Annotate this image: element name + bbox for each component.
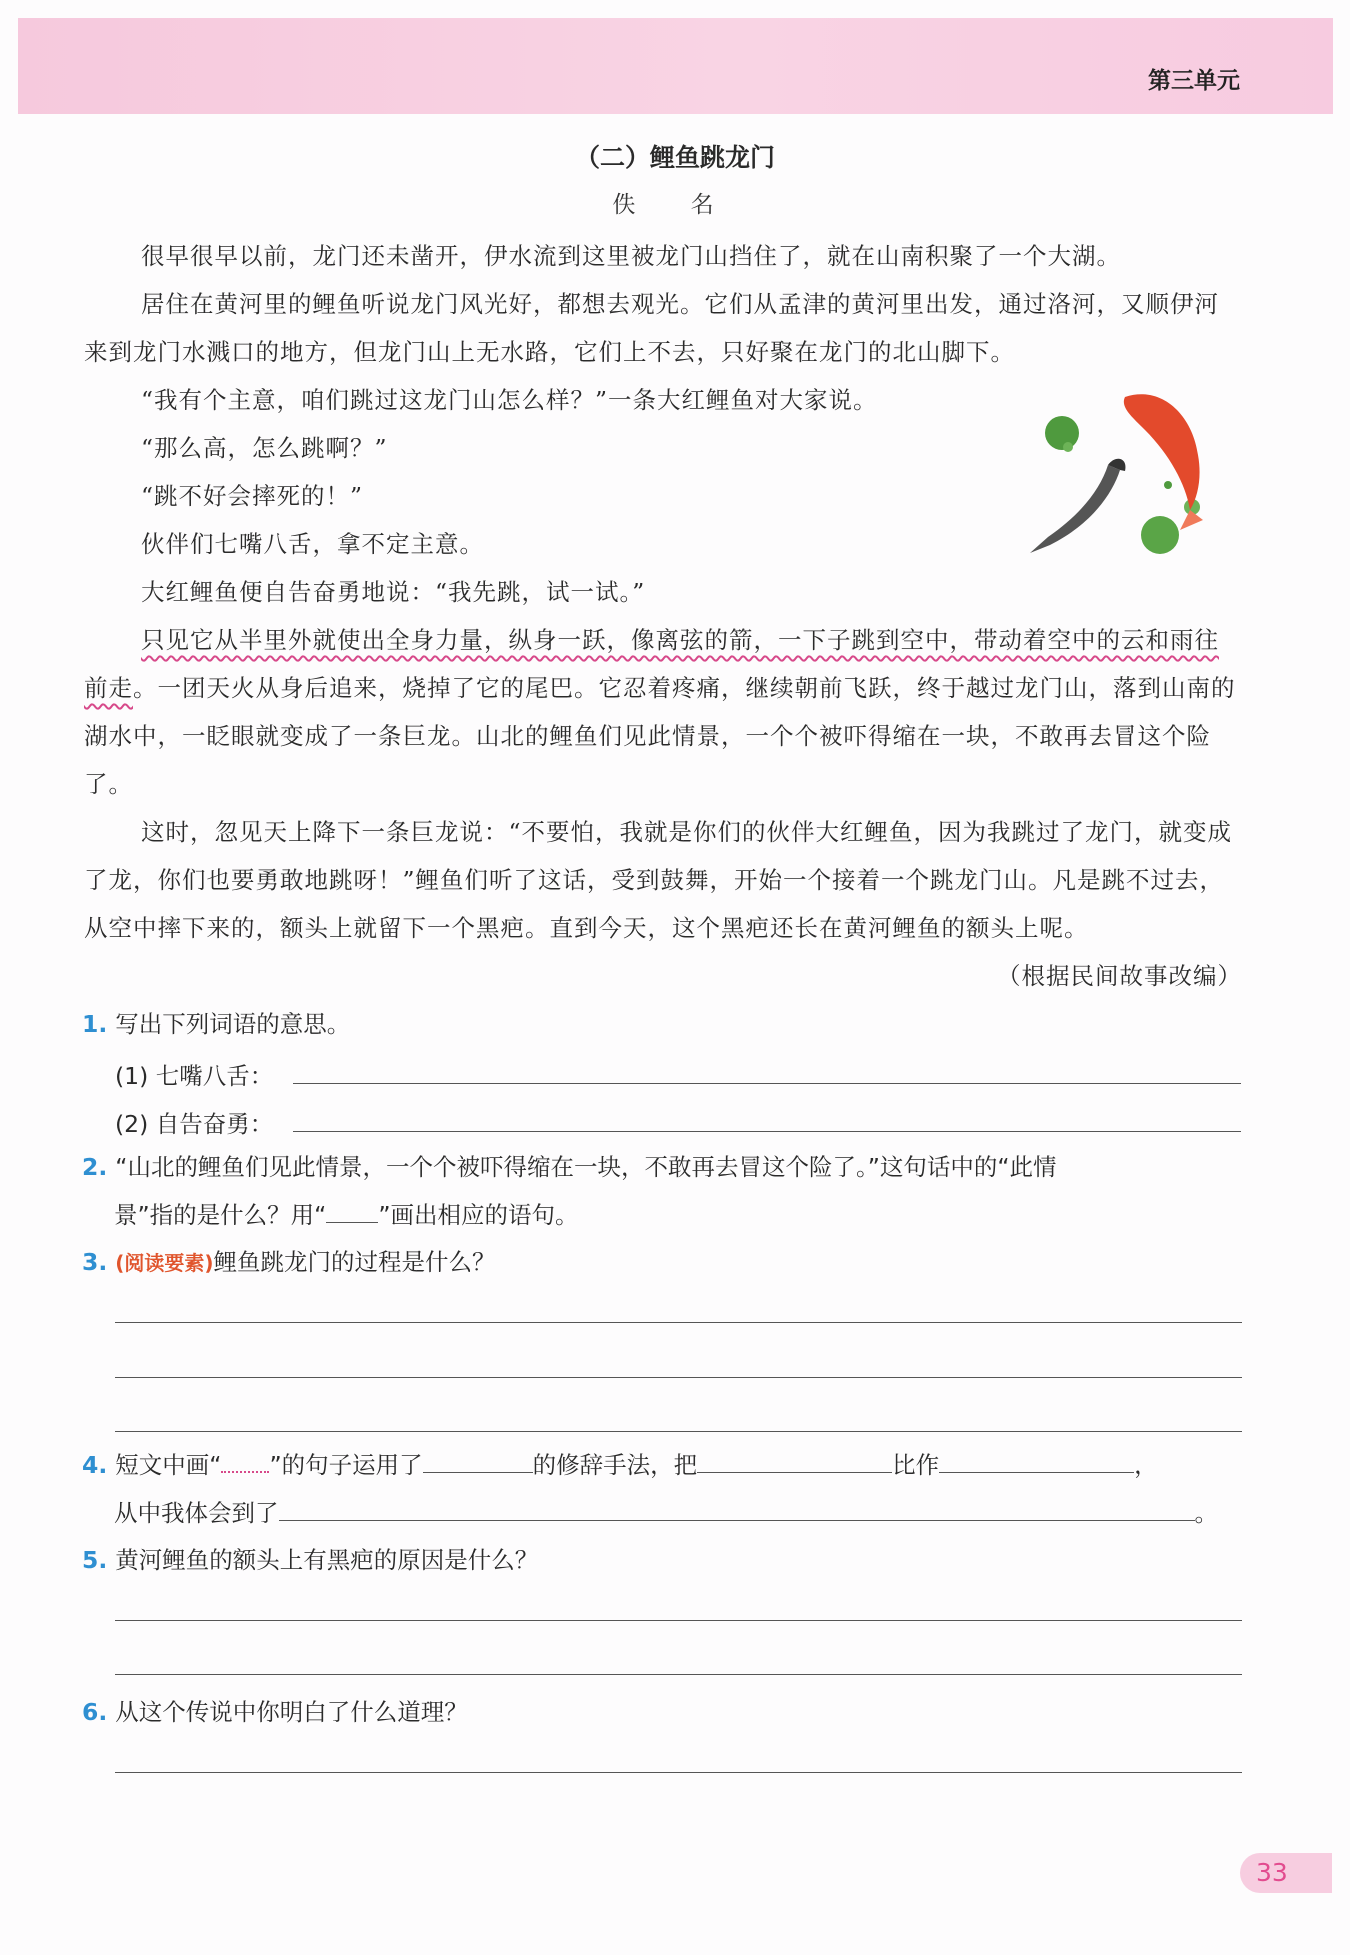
paragraph-4: “那么高，怎么跳啊？” [141, 434, 388, 462]
subject-blank[interactable] [697, 1448, 892, 1473]
wavy-underlined-sentence: 只见它从半里外就使出全身力量，纵身一跃，像离弦的箭，一下子跳到空中，带动着空中的云和雨往前走 [84, 626, 1219, 702]
question-text: 比作 [892, 1451, 940, 1479]
q5-answer-line-1[interactable] [115, 1620, 1242, 1621]
question-text: “山北的鲤鱼们见此情景，一个个被吓得缩在一块，不敢再去冒这个险了。”这句话中的“此情 [115, 1153, 1057, 1181]
q6-answer-line-1[interactable] [115, 1772, 1242, 1773]
question-text: 鲤鱼跳龙门的过程是什么？ [213, 1248, 496, 1276]
question-text: ”的句子运用了 [269, 1451, 423, 1479]
page-number: 33 [1256, 1858, 1288, 1887]
paragraph-1: 很早很早以前，龙门还未凿开，伊水流到这里被龙门山挡住了，就在山南积聚了一个大湖。 [141, 242, 1121, 270]
question-text: ， [1134, 1451, 1158, 1479]
paragraph-2: 居住在黄河里的鲤鱼听说龙门风光好，都想去观光。它们从孟津的黄河里出发，通过洛河，又顺伊河来到龙门水溅口的地方，但龙门山上无水路，它们上不去，只好聚在龙门的北山脚下。 [84, 290, 1219, 366]
question-2 [82, 1143, 1252, 1239]
question-text: 从这个传说中你明白了什么道理？ [115, 1698, 468, 1726]
q1-item-2-label: (2) 自告奋勇： [115, 1110, 274, 1138]
red-koi [1124, 394, 1200, 510]
black-koi [1030, 465, 1120, 553]
story-source: （根据民间故事改编） [997, 962, 1242, 990]
question-1 [82, 1000, 1252, 1048]
question-number: 2. [82, 1153, 108, 1181]
q3-answer-line-2[interactable] [115, 1377, 1242, 1378]
paragraph-8 [84, 616, 1242, 808]
question-number: 5. [82, 1546, 108, 1574]
question-text: 。 [1194, 1499, 1218, 1527]
q1-answer-line-2[interactable] [293, 1131, 1241, 1132]
paragraph-3: “我有个主意，咱们跳过这龙门山怎么样？”一条大红鲤鱼对大家说。 [141, 386, 878, 414]
question-text-end: ”画出相应的语句。 [378, 1201, 579, 1229]
header-banner [18, 18, 1333, 114]
paragraph-9: 这时，忽见天上降下一条巨龙说：“不要怕，我就是你们的伙伴大红鲤鱼，因为我跳过了龙门，就变成了龙，你们也要勇敢地跳呀！”鲤鱼们听了这话，受到鼓舞，开始一个接着一个跳龙门山。凡是跳不过去，从空中摔下来的，额头上就留下一个黑疤。直到今天，这个黑疤还长在黄河鲤鱼的额头上呢。 [84, 818, 1233, 942]
paragraph-6: 伙伴们七嘴八舌，拿不定主意。 [141, 530, 484, 558]
rhetoric-blank[interactable] [423, 1448, 533, 1473]
straight-line-mark [326, 1198, 378, 1223]
question-text: 从中我体会到了 [114, 1499, 279, 1527]
q1-item-1-label: (1) 七嘴八舌： [115, 1062, 274, 1090]
paragraph-8-rest: 。一团天火从身后追来，烧掉了它的尾巴。它忍着疼痛，继续朝前飞跃，终于越过龙门山，落到山南的湖水中，一眨眼就变成了一条巨龙。山北的鲤鱼们见此情景，一个个被吓得缩在一块，不敢再去冒这个险了。 [84, 674, 1236, 798]
story-author: 佚 名 [612, 192, 738, 218]
reading-element-tag: (阅读要素) [115, 1251, 214, 1275]
koi-fish-illustration [1020, 385, 1225, 565]
lotus-leaf [1063, 442, 1073, 452]
feeling-blank[interactable] [279, 1496, 1195, 1521]
story-title: （二）鲤鱼跳龙门 [574, 143, 775, 172]
object-blank[interactable] [939, 1448, 1134, 1473]
question-6 [82, 1688, 1252, 1736]
question-3 [82, 1238, 1252, 1287]
paragraph-5: “跳不好会摔死的！” [141, 482, 364, 510]
q3-answer-line-1[interactable] [115, 1322, 1242, 1323]
question-5 [82, 1536, 1252, 1584]
question-4 [82, 1441, 1252, 1537]
question-text-cont: 景”指的是什么？用“ [114, 1201, 327, 1229]
question-text: 黄河鲤鱼的额头上有黑疤的原因是什么？ [115, 1546, 539, 1574]
question-number: 3. [82, 1248, 108, 1276]
q3-answer-line-3[interactable] [115, 1431, 1242, 1432]
question-text: 短文中画“ [115, 1451, 222, 1479]
lotus-leaf [1164, 481, 1172, 489]
wavy-line-mark [221, 1461, 269, 1473]
lotus-leaf [1141, 516, 1179, 554]
paragraph-7: 大红鲤鱼便自告奋勇地说：“我先跳，试一试。” [141, 578, 646, 606]
unit-label: 第三单元 [1148, 68, 1240, 94]
q1-answer-line-1[interactable] [293, 1083, 1241, 1084]
question-number: 4. [82, 1451, 108, 1479]
question-number: 1. [82, 1010, 108, 1038]
story-passage [84, 232, 1242, 1000]
lotus-leaf [1045, 416, 1079, 450]
q5-answer-line-2[interactable] [115, 1674, 1242, 1675]
question-text: 写出下列词语的意思。 [115, 1010, 351, 1038]
question-text: 的修辞手法，把 [532, 1451, 698, 1479]
question-number: 6. [82, 1698, 108, 1726]
red-koi-tail [1180, 510, 1203, 530]
